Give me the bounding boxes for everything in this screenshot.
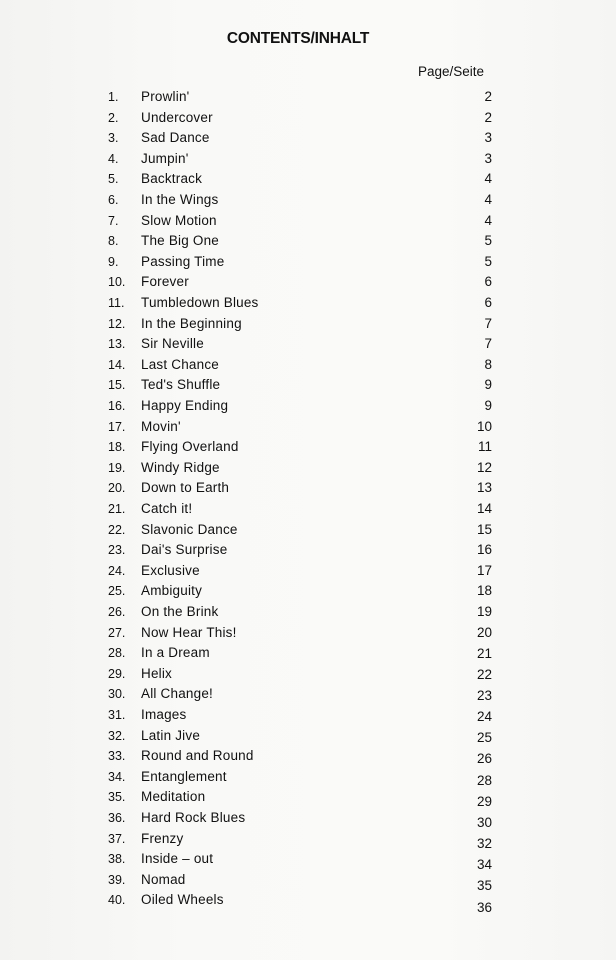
toc-entry-page: 4: [484, 212, 492, 228]
toc-entry-number: 26.: [108, 605, 126, 619]
toc-entry-number: 25.: [108, 584, 126, 599]
toc-entry-page: 26: [476, 751, 492, 767]
toc-entry: [0, 891, 616, 915]
toc-entry: [0, 294, 616, 312]
toc-entry-page: 34: [476, 857, 492, 873]
toc-entry-page: 3: [484, 130, 492, 146]
toc-entry-number: 34.: [108, 769, 126, 784]
toc-entry: [0, 170, 616, 188]
toc-entry-page: 24: [476, 709, 492, 725]
toc-entry-title: On the Brink: [141, 604, 219, 619]
toc-entry-number: 6.: [108, 193, 119, 207]
toc-entry: [0, 665, 616, 683]
toc-entry: [0, 871, 616, 894]
toc-entry: [0, 706, 616, 724]
toc-entry-page: 10: [476, 418, 492, 434]
toc-entry: [0, 582, 616, 600]
toc-entry: [0, 562, 616, 580]
toc-entry-page: 11: [477, 439, 492, 455]
toc-entry: [0, 191, 616, 209]
toc-entry-page: 19: [476, 604, 492, 619]
toc-entry-title: Now Hear This!: [141, 624, 237, 640]
toc-entry: [0, 768, 616, 786]
toc-entry: [0, 315, 616, 333]
toc-entry-number: 40.: [108, 893, 126, 908]
toc-entry-title: Inside – out: [141, 851, 214, 867]
toc-entry-title: Ambiguity: [141, 583, 203, 599]
toc-entry-number: 11.: [108, 296, 125, 310]
toc-entry-title: Last Chance: [141, 356, 219, 372]
toc-entry: [0, 541, 616, 559]
toc-entry-title: Forever: [141, 274, 189, 290]
toc-entry: [0, 232, 616, 250]
toc-entry-number: 31.: [108, 708, 126, 722]
toc-entry-number: 38.: [108, 852, 126, 867]
toc-entry-page: 32: [476, 836, 492, 852]
toc-entry-title: Ted's Shuffle: [141, 377, 221, 393]
toc-entry-title: Backtrack: [141, 171, 203, 187]
toc-entry-page: 21: [476, 645, 492, 661]
toc-entry: [0, 212, 616, 230]
toc-entry-title: Slow Motion: [141, 212, 217, 228]
toc-entry-page: 5: [484, 233, 492, 249]
toc-entry-number: 36.: [108, 811, 126, 825]
toc-entry-page: 9: [484, 377, 492, 393]
toc-entry: [0, 418, 616, 436]
toc-entry-page: 3: [484, 150, 492, 166]
toc-entry-page: 13: [476, 480, 492, 496]
toc-entry-title: Round and Round: [141, 748, 254, 764]
toc-entry-number: 14.: [108, 357, 126, 372]
toc-entry-page: 30: [476, 814, 492, 830]
toc-entry-number: 4.: [108, 151, 119, 166]
toc-entry-number: 30.: [108, 687, 126, 702]
toc-entry-page: 25: [476, 730, 492, 746]
toc-entry: [0, 88, 616, 106]
page-column-header: Page/Seite: [418, 64, 485, 79]
toc-entry: [0, 335, 616, 353]
toc-entry-title: Catch it!: [141, 501, 193, 516]
toc-entry-title: Images: [141, 707, 187, 722]
toc-entry-title: In the Beginning: [141, 315, 242, 331]
toc-entry-title: Undercover: [141, 109, 213, 125]
toc-entry: [0, 459, 616, 477]
toc-entry: [0, 747, 616, 765]
toc-entry-number: 22.: [108, 522, 126, 537]
toc-entry-page: 15: [476, 521, 492, 537]
toc-entry: [0, 685, 616, 703]
toc-entry-title: In the Wings: [141, 192, 219, 207]
toc-entry: [0, 850, 616, 873]
toc-entry-number: 27.: [108, 625, 126, 640]
toc-entry-title: Tumbledown Blues: [141, 295, 259, 310]
toc-entry-page: 6: [484, 274, 492, 290]
toc-entry-number: 24.: [108, 563, 126, 578]
toc-entry-title: Exclusive: [141, 562, 200, 578]
toc-entry: [0, 397, 616, 415]
toc-entry-page: 18: [476, 583, 492, 599]
toc-entry-number: 17.: [108, 419, 126, 434]
toc-entry-title: All Change!: [141, 686, 213, 702]
toc-entry-number: 3.: [108, 131, 119, 146]
toc-entry-title: Movin': [141, 418, 181, 434]
toc-entry-number: 28.: [108, 646, 126, 661]
toc-entry: [0, 603, 616, 621]
toc-entry-title: Jumpin': [141, 150, 189, 166]
toc-entry: [0, 500, 616, 518]
toc-entry-number: 16.: [108, 399, 126, 413]
toc-entry: [0, 253, 616, 271]
toc-entry-number: 39.: [108, 872, 126, 887]
toc-entry-number: 35.: [108, 790, 126, 805]
toc-entry-page: 2: [484, 109, 492, 125]
toc-entry-number: 23.: [108, 543, 126, 558]
toc-entry-title: Dai's Surprise: [141, 542, 228, 558]
toc-entry-number: 8.: [108, 234, 119, 249]
toc-entry-page: 22: [476, 666, 492, 682]
toc-entry-page: 28: [476, 772, 492, 788]
toc-entry: [0, 809, 616, 830]
toc-entry: [0, 727, 616, 745]
toc-entry-title: Flying Overland: [141, 439, 239, 455]
toc-entry-number: 2.: [108, 110, 119, 125]
toc-entry: [0, 438, 616, 456]
toc-entry-page: 5: [484, 253, 492, 269]
toc-entry-title: Hard Rock Blues: [141, 810, 246, 825]
toc-entry-page: 6: [484, 295, 492, 310]
toc-entry: [0, 356, 616, 374]
toc-entry-title: Windy Ridge: [141, 459, 220, 475]
toc-entry-title: Down to Earth: [141, 480, 230, 496]
toc-entry-page: 36: [476, 899, 492, 915]
toc-entry-title: Passing Time: [141, 253, 225, 269]
page-title: CONTENTS/INHALT: [226, 30, 370, 47]
toc-entry-page: 17: [476, 562, 492, 578]
toc-entry-title: The Big One: [141, 233, 219, 249]
toc-entry-page: 9: [484, 398, 492, 413]
toc-entry-number: 29.: [108, 666, 126, 681]
toc-entry-page: 14: [476, 501, 492, 516]
toc-entry-number: 13.: [108, 337, 126, 352]
toc-entry: [0, 830, 616, 852]
toc-entry-page: 20: [476, 624, 492, 640]
toc-entry-number: 37.: [108, 831, 126, 846]
toc-entry-number: 7.: [108, 213, 119, 228]
toc-entry-page: 8: [484, 356, 492, 372]
toc-entry: [0, 521, 616, 539]
toc-entry-title: Latin Jive: [141, 727, 201, 743]
toc-entry-page: 4: [484, 192, 492, 207]
toc-entry: [0, 129, 616, 147]
toc-entry-page: 2: [484, 89, 492, 104]
toc-entry-title: Slavonic Dance: [141, 521, 238, 537]
toc-entry-number: 9.: [108, 254, 119, 269]
toc-entry-number: 10.: [108, 275, 126, 290]
toc-entry-title: Sad Dance: [141, 130, 210, 146]
toc-entry-title: In a Dream: [141, 645, 210, 661]
toc-entry-title: Happy Ending: [141, 398, 229, 413]
toc-entry-page: 4: [484, 171, 492, 187]
toc-entry-number: 5.: [108, 172, 119, 187]
toc-entry-title: Sir Neville: [141, 336, 204, 352]
toc-entry: [0, 376, 616, 394]
toc-entry-title: Oiled Wheels: [141, 892, 224, 908]
toc-entry-number: 12.: [108, 316, 126, 331]
toc-entry-page: 35: [476, 878, 492, 894]
toc-entry: [0, 788, 616, 809]
toc-entry-number: 18.: [108, 440, 126, 455]
toc-entry-number: 19.: [108, 460, 126, 475]
toc-entry-page: 7: [484, 315, 492, 331]
toc-entry-number: 15.: [108, 378, 126, 393]
toc-entry: [0, 479, 616, 497]
toc-entry: [0, 644, 616, 662]
toc-entry-title: Nomad: [141, 871, 186, 887]
toc-entry-number: 32.: [108, 728, 126, 743]
toc-entry: [0, 150, 616, 168]
toc-entry-page: 29: [476, 793, 492, 809]
toc-entry: [0, 109, 616, 127]
toc-entry-page: 23: [476, 688, 492, 704]
toc-entry-number: 21.: [108, 502, 126, 516]
toc-entry-number: 33.: [108, 749, 126, 764]
toc-entry-number: 1.: [108, 90, 119, 104]
toc-entry-title: Entanglement: [141, 768, 227, 784]
toc-entry-title: Meditation: [141, 789, 206, 805]
toc-entry-page: 16: [476, 542, 492, 558]
toc-entry-page: 12: [476, 459, 492, 475]
toc-entry-title: Prowlin': [141, 89, 190, 104]
toc-entry: [0, 273, 616, 291]
toc-entry-number: 20.: [108, 481, 126, 496]
toc-entry-title: Helix: [141, 665, 173, 681]
toc-entry-title: Frenzy: [141, 830, 184, 846]
toc-entry-page: 7: [484, 336, 492, 352]
toc-entry: [0, 624, 616, 642]
